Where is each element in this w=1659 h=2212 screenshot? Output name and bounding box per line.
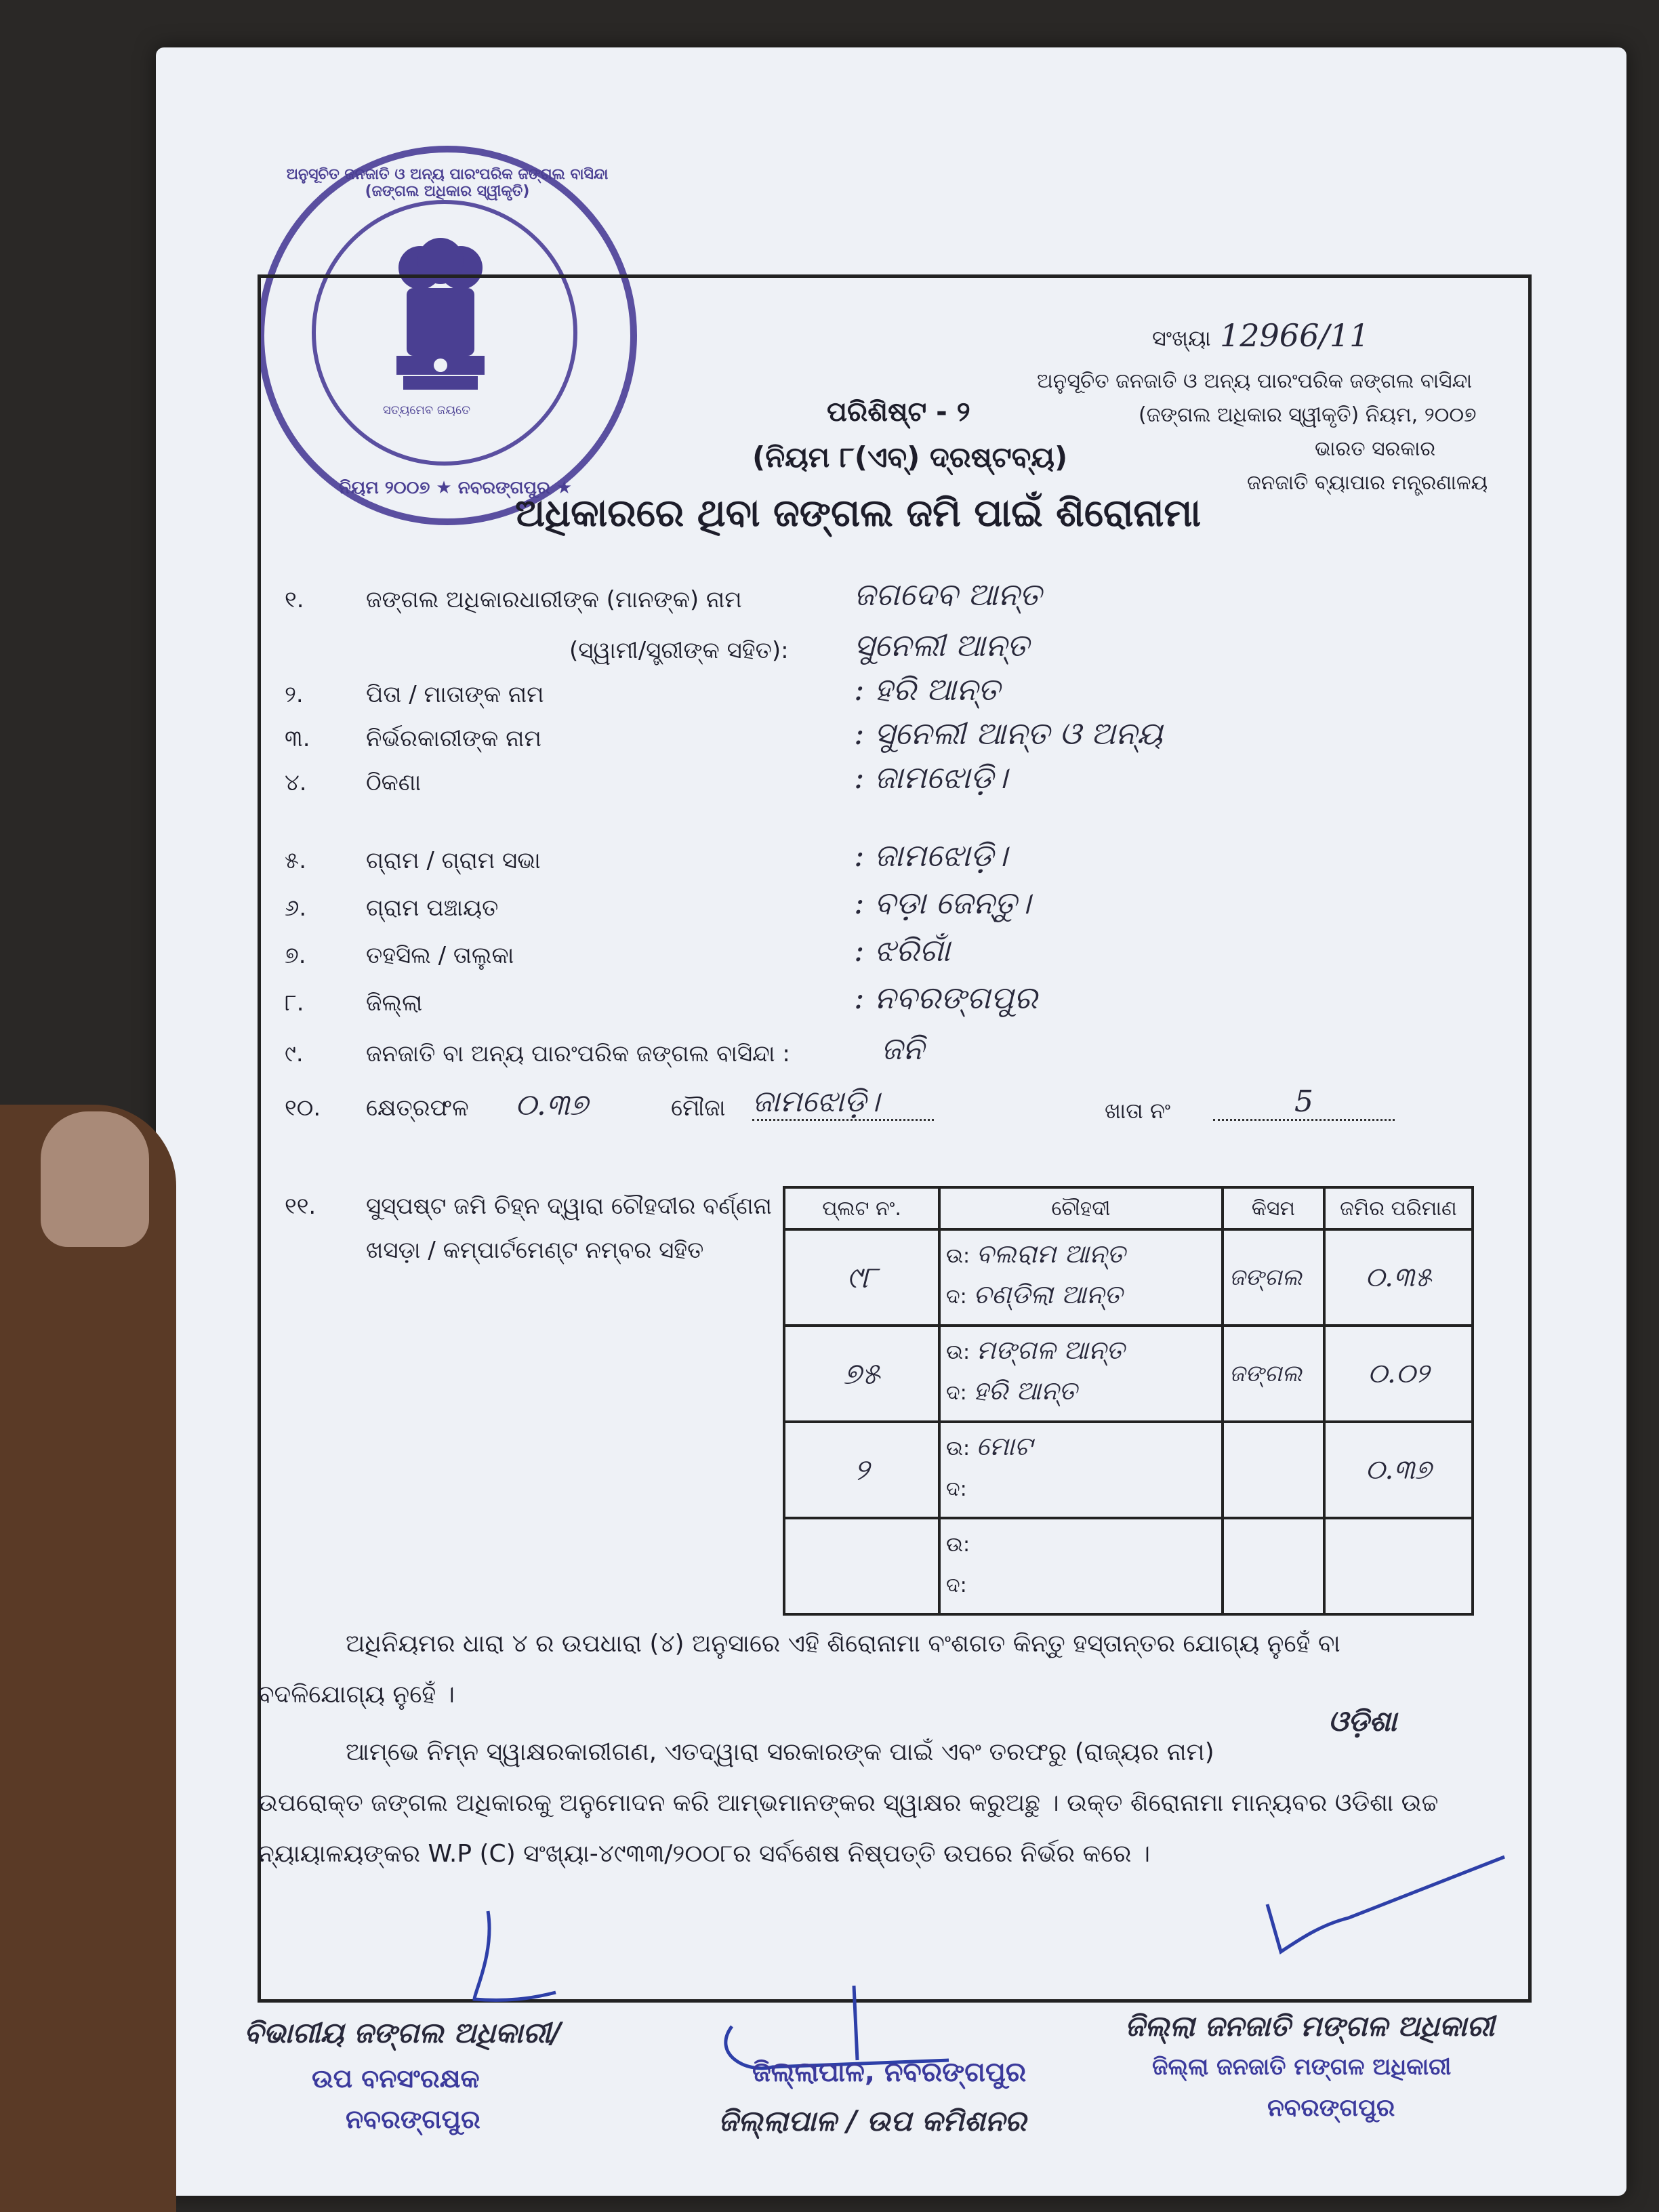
field-label: ଗ୍ରାମ ପଞ୍ଚାୟତ <box>366 895 499 922</box>
field-num: ୬. <box>285 895 307 922</box>
field-value: : ସୁନେଲୀ ଆନ୍ତ ଓ ଅନ୍ୟ <box>854 715 1163 752</box>
thumbnail <box>41 1111 149 1247</box>
act-line-3: ଭାରତ ସରକାର <box>1315 437 1436 461</box>
field-num: ୪. <box>285 769 307 796</box>
north-prefix: ଉ: <box>945 1437 970 1460</box>
area-value: ୦.୩୭ <box>515 1088 588 1122</box>
act-line-2: (ଜଙ୍ଗଲ ଅଧିକାର ସ୍ୱୀକୃତି) ନିୟମ, ୨୦୦୭ <box>1139 403 1477 427</box>
field-num: ୯. <box>285 1040 304 1067</box>
plot-number: ୨ <box>854 1452 869 1488</box>
field-value: : ଜାମଝୋଡ଼ି। <box>854 837 1008 874</box>
right-stamp-2: ନବରଙ୍ଗପୁର <box>1267 2094 1395 2122</box>
middle-signature <box>726 1986 949 2068</box>
field-value: : ହରି ଆନ୍ତ <box>854 671 1000 708</box>
statement-line-1: ଅଧିନିୟମର ଧାରା ୪ ର ଉପଧାରା (୪) ଅନୁସାରେ ଏହି ଶିରୋନାମା ବଂଶଗତ କିନ୍ତୁ ହସ୍ତାନ୍ତର ଯୋଗ୍ୟ ନୁହେଁ ବା <box>346 1630 1340 1658</box>
field-value: ଜନି <box>881 1030 924 1067</box>
field-num: ୮. <box>285 989 304 1017</box>
page-title: ଅଧିକାରରେ ଥିବା ଜଙ୍ଗଲ ଜମି ପାଇଁ ଶିରୋନାମା <box>515 491 1202 535</box>
act-line-4: ଜନଜାତି ବ୍ୟାପାର ମନ୍ତ୍ରଣାଳୟ <box>1247 471 1488 495</box>
field-value: : ନବରଙ୍ଗପୁର <box>854 979 1038 1016</box>
statement-line-4: ଉପରୋକ୍ତ ଜଙ୍ଗଲ ଅଧିକାରକୁ ଅନୁମୋଦନ କରି ଆମ୍ଭମାନଙ୍କର ସ୍ୱାକ୍ଷର କରୁଅଛୁ । ଉକ୍ତ ଶିରୋନାମା ମାନ୍ୟବର ଓଡିଶା ଉଚ୍ଚ <box>258 1789 1439 1817</box>
field-label: ନିର୍ଭରକାରୀଙ୍କ ନାମ <box>366 725 541 752</box>
land-area: ୦.୩୭ <box>1365 1454 1432 1486</box>
land-area: ୦.୦୨ <box>1368 1358 1429 1389</box>
field-label: ଜନଜାତି ବା ଅନ୍ୟ ପାରଂପରିକ ଜଙ୍ଗଲ ବାସିନ୍ଦା : <box>366 1040 790 1067</box>
north-boundary: ବଲରାମ ଆନ୍ତ <box>976 1239 1126 1269</box>
col-area: ଜମିର ପରିମାଣ <box>1324 1187 1473 1229</box>
middle-stamp: ଜିଲ୍ଲାପାଳ, ନବରଙ୍ଗପୁର <box>752 2057 1027 2088</box>
left-stamp-1: ଉପ ବନସଂରକ୍ଷକ <box>312 2064 480 2093</box>
appendix-label: ପରିଶିଷ୍ଟ - ୨ <box>827 396 970 428</box>
rule-reference: (ନିୟମ ୮(ଏବ୍) ଦ୍ରଷ୍ଟବ୍ୟ) <box>752 441 1068 474</box>
item11-label-1: ସୁସ୍ପଷ୍ଟ ଜମି ଚିହ୍ନ ଦ୍ୱାରା ଚୌହଦୀର ବର୍ଣ୍ଣନା <box>366 1193 773 1220</box>
field-num: ୫. <box>285 847 307 874</box>
south-prefix: ଦ: <box>945 1574 967 1597</box>
south-prefix: ଦ: <box>945 1285 967 1309</box>
statement-line-2: ବଦଳିଯୋଗ୍ୟ ନୁହେଁ । <box>258 1681 455 1708</box>
south-boundary: ହରି ଆନ୍ତ <box>973 1376 1078 1406</box>
area-label: କ୍ଷେତ୍ରଫଳ <box>366 1094 469 1122</box>
field-value: : ଜାମଝୋଡ଼ି। <box>854 759 1008 796</box>
plot-number: ୭୫ <box>843 1356 880 1391</box>
left-stamp-2: ନବରଙ୍ଗପୁର <box>346 2104 480 2134</box>
seal-ring-bottom: ନିୟମ ୨୦୦୭ ★ ନବରଙ୍ଗପୁର ★ <box>339 478 573 498</box>
field-label: ପିତା / ମାତାଙ୍କ ନାମ <box>366 681 544 708</box>
statement-line-5: ନ୍ୟାୟାଳୟଙ୍କର W.P (C) ସଂଖ୍ୟା-୪୯୩୩/୨୦୦୮ର ସର୍ବଶେଷ ନିଷ୍ପତ୍ତି ଉପରେ ନିର୍ଭର କରେ । <box>258 1840 1151 1868</box>
land-type: ଜଙ୍ଗଲ <box>1229 1264 1303 1291</box>
field-value: ଜଗଦେବ ଆନ୍ତ <box>854 576 1042 613</box>
col-type: କିସମ <box>1223 1187 1324 1229</box>
north-prefix: ଉ: <box>945 1533 970 1557</box>
land-type: ଜଙ୍ଗଲ <box>1229 1360 1303 1387</box>
area-num: ୧୦. <box>285 1094 321 1122</box>
field-label: ଠିକଣା <box>366 769 422 796</box>
field-label: ଜଙ୍ଗଲ ଅଧିକାରଧାରୀଙ୍କ (ମାନଙ୍କ) ନାମ <box>366 586 742 613</box>
south-boundary: ଚଣ୍ଡିଲା ଆନ୍ତ <box>973 1279 1123 1309</box>
number-value: 12966/11 <box>1220 317 1370 354</box>
item11-num: ୧୧. <box>285 1193 316 1220</box>
right-signatory-title: ଜିଲ୍ଲା ଜନଜାତି ମଙ୍ଗଳ ଅଧିକାରୀ <box>1125 2009 1495 2043</box>
field-num: ୭. <box>285 942 306 969</box>
middle-signatory-title: ଜିଲ୍ଲାପାଳ / ଉପ କମିଶନର <box>718 2104 1027 2137</box>
mouza-value: ଜାମଝୋଡ଼ି। <box>752 1084 934 1121</box>
field-label: ଜିଲ୍ଲା <box>366 989 423 1017</box>
north-prefix: ଉ: <box>945 1244 970 1268</box>
right-signature <box>1267 1857 1504 1952</box>
south-prefix: ଦ: <box>945 1477 967 1501</box>
north-boundary: ମଙ୍ଗଳ ଆନ୍ତ <box>976 1335 1125 1365</box>
field-num: ୧. <box>285 586 304 613</box>
plot-number: ୯୮ <box>846 1260 877 1295</box>
col-plot-no: ପ୍ଲଟ ନଂ. <box>784 1187 939 1229</box>
right-stamp-1: ଜିଲ୍ଲା ଜନଜାତି ମଙ୍ଗଳ ଅଧିକାରୀ <box>1152 2053 1452 2081</box>
act-line-1: ଅନୁସୂଚିତ ଜନଜାତି ଓ ଅନ୍ୟ ପାରଂପରିକ ଜଙ୍ଗଲ ବାସିନ୍ଦା <box>1037 369 1473 393</box>
field-label: (ସ୍ୱାମୀ/ସ୍ତ୍ରୀଙ୍କ ସହିତ): <box>569 637 789 664</box>
field-value: ସୁନେଲୀ ଆନ୍ତ <box>854 627 1029 663</box>
north-prefix: ଉ: <box>945 1340 970 1364</box>
emblem-caption: ସତ୍ୟମେବ ଜୟତେ <box>383 403 471 417</box>
col-boundary: ଚୌହଦୀ <box>939 1187 1223 1229</box>
seal-ring-top: ଅନୁସୂଚିତ ଜନଜାତି ଓ ଅନ୍ୟ ପାରଂପରିକ ଜଙ୍ଗଲ ବାସିନ୍ଦା (ଜଙ୍ଗଲ ଅଧିକାର ସ୍ୱୀକୃତି) <box>286 166 609 200</box>
field-label: ତହସିଲ / ତାଲୁକା <box>366 942 514 969</box>
south-prefix: ଦ: <box>945 1381 967 1405</box>
field-value: : ବଡ଼ା ଜେନ୍ତୁ। <box>854 884 1031 921</box>
north-boundary: ମୋଟ <box>976 1431 1033 1461</box>
left-signature <box>474 1911 556 2000</box>
number-label: ସଂଖ୍ୟା <box>1152 325 1211 351</box>
state-name: ଓଡ଼ିଶା <box>1328 1704 1397 1738</box>
item11-label-2: ଖସଡ଼ା / କମ୍ପାର୍ଟମେଣ୍ଟ ନମ୍ବର ସହିତ <box>366 1237 704 1264</box>
field-num: ୨. <box>285 681 304 708</box>
mouza-label: ମୌଜା <box>671 1094 726 1122</box>
khata-value: 5 <box>1213 1084 1395 1121</box>
left-signatory-title: ବିଭାଗୀୟ ଜଙ୍ଗଲ ଅଧିକାରୀ/ <box>244 2016 561 2049</box>
field-value: : ଝରିଗାଁ <box>854 932 951 968</box>
land-area: ୦.୩୫ <box>1365 1262 1432 1293</box>
field-num: ୩. <box>285 725 310 752</box>
statement-line-3: ଆମ୍ଭେ ନିମ୍ନ ସ୍ୱାକ୍ଷରକାରୀଗଣ, ଏତଦ୍ୱାରା ସରକାରଙ୍କ ପାଇଁ ଏବଂ ତରଫରୁ (ରାଜ୍ୟର ନାମ) <box>346 1738 1214 1766</box>
holding-hand <box>0 1105 176 2212</box>
field-label: ଗ୍ରାମ / ଗ୍ରାମ ସଭା <box>366 847 541 874</box>
khata-label: ଖାତା ନଂ <box>1105 1098 1171 1124</box>
